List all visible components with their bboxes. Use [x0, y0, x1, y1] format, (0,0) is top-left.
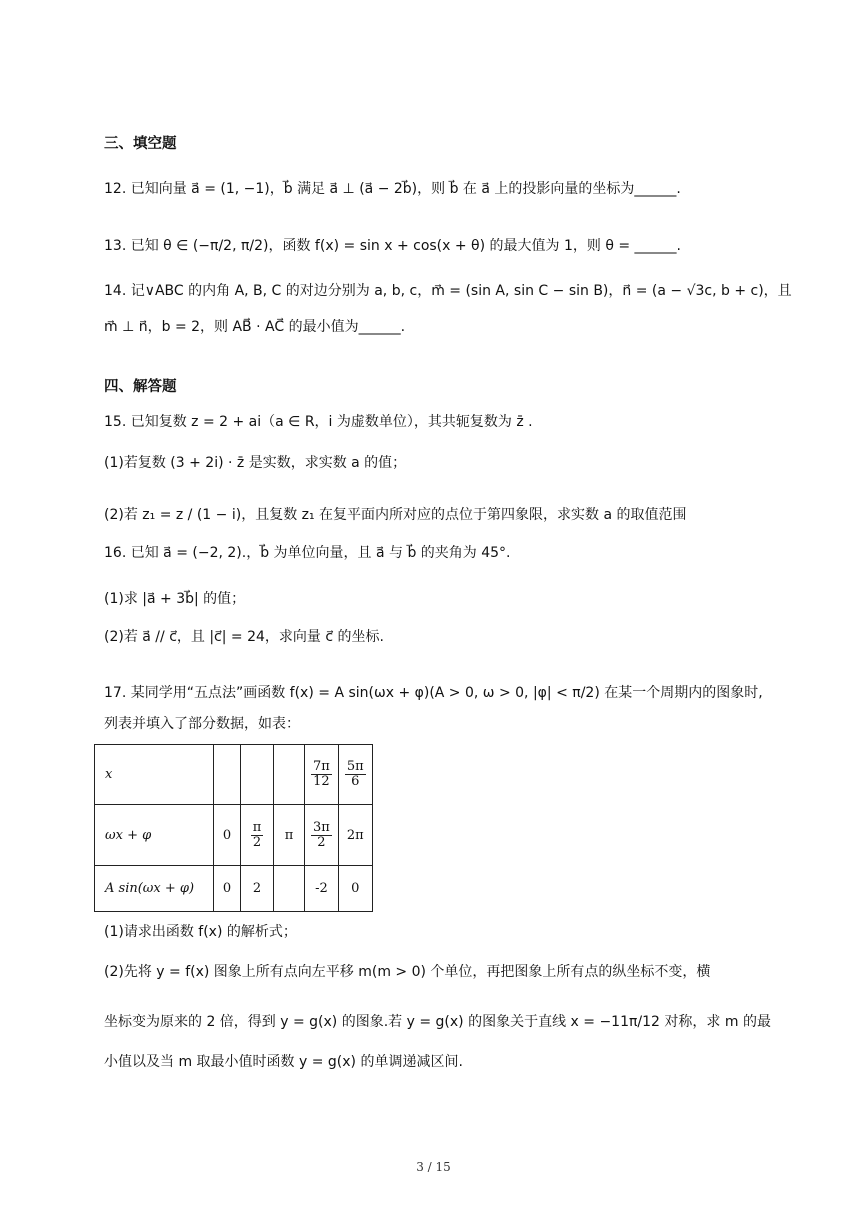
table-cell: x [95, 745, 214, 805]
question-15-part-1: (1)若复数 (3 + 2i) · z̄ 是实数，求实数 a 的值； [104, 455, 407, 471]
question-16-part-1: (1)求 |a⃗ + 3b⃗| 的值； [104, 591, 246, 607]
question-15-part-2: (2)若 z₁ = z / (1 − i)，且复数 z₁ 在复平面内所对应的点位于第四象限，求实数 a 的取值范围 [104, 507, 687, 523]
table-cell [274, 745, 305, 805]
fraction-numerator: π [252, 819, 262, 835]
fraction-numerator: 7π [313, 759, 330, 774]
question-15-line-1: 15. 已知复数 z = 2 + ai（a ∈ R，i 为虚数单位），其共轭复数为 z̄ . [104, 414, 533, 430]
table-cell [241, 745, 274, 805]
question-16-line-1: 16. 已知 a⃗ = (−2, 2).，b⃗ 为单位向量，且 a⃗ 与 b⃗ 的夹角为 45°. [104, 545, 511, 561]
table-cell [214, 745, 241, 805]
question-17-line-2: 列表并填入了部分数据，如表： [104, 716, 300, 732]
table-cell: 0 [338, 866, 372, 912]
table-cell [338, 745, 372, 805]
question-14-line-1: 14. 记∨ABC 的内角 A, B, C 的对边分别为 a, b, c，m⃗ = (sin A, sin C − sin B)，n⃗ = (a − √3c, b + c)，且 [104, 283, 792, 299]
table-cell: 0 [214, 805, 241, 866]
fraction [311, 821, 332, 850]
table-cell: -2 [305, 866, 339, 912]
fraction-denominator: 2 [252, 834, 262, 850]
table-cell: ωx + φ [95, 805, 214, 866]
question-17-part-2-line-1: (2)先将 y = f(x) 图象上所有点向左平移 m(m > 0) 个单位，再把图象上所有点的纵坐标不变，横 [104, 964, 711, 980]
table-cell: 2π [338, 805, 372, 866]
fraction [251, 821, 264, 850]
fraction [345, 760, 366, 789]
five-point-table [94, 744, 373, 912]
table-row [95, 745, 373, 805]
section-3-heading: 三、填空题 [104, 136, 177, 152]
table-cell: 0 [214, 866, 241, 912]
table-cell: 2 [241, 866, 274, 912]
question-13: 13. 已知 θ ∈ (−π/2, π/2)，函数 f(x) = sin x + cos(x + θ) 的最大值为 1，则 θ = ______. [104, 238, 681, 254]
question-17-line-1: 17. 某同学用“五点法”画函数 f(x) = A sin(ωx + φ)(A > 0, ω > 0, |φ| < π/2) 在某一个周期内的图象时, [104, 685, 763, 701]
table-cell: A sin(ωx + φ) [95, 866, 214, 912]
question-17-part-2-line-2: 坐标变为原来的 2 倍，得到 y = g(x) 的图象.若 y = g(x) 的图象关于直线 x = −11π/12 对称，求 m 的最 [104, 1014, 771, 1030]
fraction-denominator: 2 [317, 834, 326, 850]
fraction-denominator: 12 [313, 774, 330, 789]
fraction [311, 760, 332, 789]
table-cell [305, 745, 339, 805]
question-12: 12. 已知向量 a⃗ = (1, −1)，b⃗ 满足 a⃗ ⊥ (a⃗ − 2b⃗)，则 b⃗ 在 a⃗ 上的投影向量的坐标为______. [104, 181, 681, 197]
question-17-part-2-line-3: 小值以及当 m 取最小值时函数 y = g(x) 的单调递减区间. [104, 1054, 463, 1070]
question-17-part-1: (1)请求出函数 f(x) 的解析式； [104, 924, 297, 940]
table-row [95, 866, 373, 912]
table-row [95, 805, 373, 866]
fraction-numerator: 3π [313, 819, 330, 835]
fraction-numerator: 5π [346, 759, 364, 774]
table-cell [274, 866, 305, 912]
fraction-denominator: 6 [351, 774, 360, 789]
question-14-line-2: m⃗ ⊥ n⃗，b = 2，则 AB⃗ · AC⃗ 的最小值为______. [104, 319, 406, 335]
section-4-heading: 四、解答题 [104, 379, 177, 395]
page-number: 3 / 15 [416, 1160, 451, 1174]
question-16-part-2: (2)若 a⃗ // c⃗，且 |c⃗| = 24，求向量 c⃗ 的坐标. [104, 629, 384, 645]
table-cell [305, 805, 339, 866]
table-cell [241, 805, 274, 866]
table-cell: π [274, 805, 305, 866]
